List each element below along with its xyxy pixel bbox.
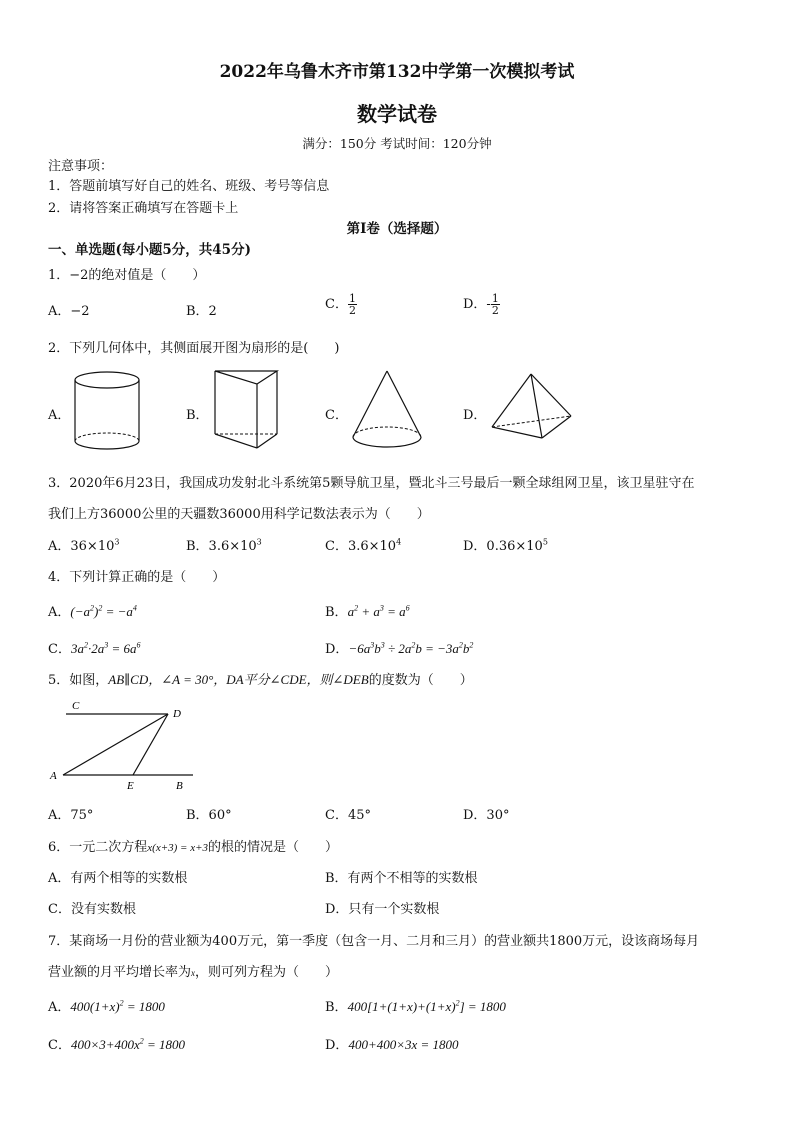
label-a: A (50, 770, 57, 782)
q7-a-exp: 2 (119, 998, 124, 1008)
question-6-stem (48, 836, 338, 855)
q4-a-math (70, 604, 137, 619)
q5-geometry-figure (48, 697, 208, 793)
q7-option-a (48, 996, 165, 1015)
pyramid-figure (488, 372, 576, 452)
q4-option-c (48, 638, 140, 657)
q3-c-exp: 4 (396, 537, 402, 547)
q2-option-a: A． (48, 408, 71, 423)
q7-option-d (325, 1034, 459, 1053)
q3-a-text: A．36×10 (48, 539, 115, 554)
q3-option-d (463, 535, 548, 554)
q7-b-rhs: ] = 1800 (459, 999, 506, 1014)
q3-c-text: C．3.6×10 (325, 539, 397, 554)
q4-d-e1: 3 (370, 640, 375, 650)
q7-c-expr: 400×3+400x (70, 1037, 140, 1052)
q1-c-denominator: 2 (348, 304, 356, 317)
q5-stem-math: AB∥CD，∠A = 30°，DA平分∠CDE，则∠DEB (108, 672, 369, 687)
q4-d-e2: 3 (380, 640, 385, 650)
q7-c-exp: 2 (139, 1036, 144, 1046)
q7-b-expr: 400[1+(1+x)+(1+x) (347, 999, 456, 1014)
q1-c-numerator: 1 (348, 292, 356, 305)
q4-option-a (48, 601, 137, 620)
q7-a-math (70, 999, 164, 1014)
q6-option-b: B．有两个不相等的实数根 (325, 871, 478, 886)
q5-option-a: A．75° (48, 808, 94, 823)
question-7-stem-line2 (48, 961, 338, 980)
q4-a-mid: ) (94, 604, 99, 619)
segment-de (133, 714, 168, 775)
q4-c-mid: ·2a (87, 641, 105, 656)
q1-option-a: A．−2 (48, 304, 90, 319)
q4-d-m4: b (462, 641, 470, 656)
cylinder-figure (70, 368, 145, 454)
part-title: 第I卷（选择题） (346, 221, 448, 237)
q4-d-m1: b (374, 641, 381, 656)
notes-heading: 注意事项： (48, 159, 114, 174)
q7-a-prefix: A． (48, 1000, 71, 1015)
q3-a-exp: 3 (114, 537, 120, 547)
q7-stem2-math: x (191, 968, 196, 978)
q7-c-prefix: C． (48, 1038, 71, 1053)
q7-a-expr: 400(1+x) (70, 999, 120, 1014)
q4-c-e1: 2 (83, 640, 88, 650)
q6-option-c: C．没有实数根 (48, 902, 136, 917)
q4-d-m3: b = −3a (415, 641, 459, 656)
q1-option-c-prefix: C． (325, 297, 348, 312)
q5-option-b: B．60° (186, 808, 232, 823)
question-1-stem: 1．−2的绝对值是（ ） (48, 268, 206, 283)
q6-stem-suffix: 的根的情况是（ ） (208, 840, 339, 855)
q7-c-rhs: = 1800 (143, 1037, 186, 1052)
q4-a-exp1: 2 (90, 603, 94, 613)
q1-option-d-fraction (491, 293, 500, 316)
q4-a-rhs: = −a (102, 604, 133, 619)
q6-option-d: D．只有一个实数根 (325, 902, 440, 917)
q3-b-exp: 3 (256, 537, 262, 547)
q4-a-prefix: A． (48, 605, 71, 620)
q1-d-numerator: 1 (491, 292, 499, 305)
q7-option-c (48, 1034, 185, 1053)
q4-c-prefix: C． (48, 642, 71, 657)
q4-d-e4: 2 (458, 640, 463, 650)
q5-option-d: D．30° (463, 808, 510, 823)
q1-d-denominator: 2 (491, 304, 499, 317)
cone-figure (350, 368, 430, 454)
exam-subject: 数学试卷 (357, 102, 437, 126)
question-3-stem-line1: 3．2020年6月23日，我国成功发射北斗系统第5颗导航卫星，暨北斗三号最后一颗全球组网卫星，该卫星驻守在 (48, 476, 695, 491)
q1-option-b: B．2 (186, 304, 217, 319)
q4-a-exp2: 2 (98, 603, 103, 613)
q4-option-b (325, 601, 410, 620)
q7-option-b (325, 996, 506, 1015)
q6-option-a: A．有两个相等的实数根 (48, 871, 188, 886)
q4-c-e2: 3 (104, 640, 109, 650)
q1-option-d-prefix: D．- (463, 297, 491, 312)
question-3-stem-line2: 我们上方36000公里的天疆数36000用科学记数法表示为（ ） (48, 507, 430, 522)
section-title: 一、单选题(每小题5分，共45分) (48, 242, 251, 258)
q5-stem-suffix: 的度数为（ ） (368, 673, 473, 688)
q7-c-math (71, 1037, 185, 1052)
q4-c-e3: 6 (136, 640, 141, 650)
q7-stem2-prefix: 营业额的月平均增长率为 (48, 965, 192, 980)
q1-option-d (463, 293, 500, 316)
q3-d-text: D．0.36×10 (463, 539, 543, 554)
label-e: E (127, 780, 134, 792)
q4-b-rhs: = a (383, 604, 406, 619)
q4-b-e1: 2 (354, 603, 359, 613)
q5-option-c: C．45° (325, 808, 371, 823)
q7-d-prefix: D． (325, 1038, 349, 1053)
q3-option-b (186, 535, 262, 554)
label-b: B (176, 780, 183, 792)
q5-stem-prefix: 5．如图， (48, 673, 109, 688)
q4-b-e2: 3 (379, 603, 384, 613)
q3-b-text: B．3.6×10 (186, 539, 257, 554)
q6-stem-prefix: 6．一元二次方程 (48, 840, 148, 855)
q2-option-b: B． (186, 408, 209, 423)
note-item-2: 2．请将答案正确填写在答题卡上 (48, 201, 239, 216)
q4-d-m2: ÷ 2a (384, 641, 412, 656)
q4-b-mid: + a (358, 604, 380, 619)
label-d: D (173, 708, 181, 720)
label-c: C (72, 700, 80, 712)
q6-stem-math: x(x+3) = x+3 (147, 842, 209, 854)
q4-d-math (348, 641, 473, 656)
q4-c-rhs: = 6a (108, 641, 137, 656)
q7-b-math (348, 999, 506, 1014)
q4-d-e5: 2 (469, 640, 474, 650)
question-5-stem (48, 669, 473, 688)
q4-b-math (348, 604, 410, 619)
prism-figure (210, 368, 290, 454)
q4-b-e3: 6 (405, 603, 410, 613)
q7-stem2-suffix: ，则可列方程为（ ） (195, 965, 339, 980)
q4-b-prefix: B． (325, 605, 348, 620)
q7-a-rhs: = 1800 (123, 999, 165, 1014)
q4-b-expr: a (347, 604, 355, 619)
q1-option-c (325, 293, 357, 316)
q2-option-d: D． (463, 408, 487, 423)
q4-a-expr: (−a (70, 604, 90, 619)
q4-a-exp3: 4 (132, 603, 137, 613)
q7-b-exp: 2 (455, 998, 460, 1008)
segment-ad (63, 714, 168, 775)
question-7-stem-line1: 7．某商场一月份的营业额为400万元，第一季度（包含一月、二月和三月）的营业额共1800万元，设该商场每月 (48, 934, 700, 949)
q4-d-expr: −6a (348, 641, 371, 656)
q2-option-c: C． (325, 408, 348, 423)
q4-c-math (71, 641, 141, 656)
note-item-1: 1．答题前填写好自己的姓名、班级、考号等信息 (48, 179, 330, 194)
q3-option-a (48, 535, 119, 554)
q7-b-prefix: B． (325, 1000, 348, 1015)
question-4-stem: 4．下列计算正确的是（ ） (48, 570, 226, 585)
exam-meta: 满分：150分 考试时间：120分钟 (302, 136, 492, 151)
q7-d-expr: 400+400×3x = 1800 (348, 1037, 459, 1052)
q4-c-expr: 3a (70, 641, 84, 656)
q4-d-prefix: D． (325, 642, 349, 657)
q3-d-exp: 5 (542, 537, 548, 547)
question-2-stem: 2．下列几何体中，其侧面展开图为扇形的是( ) (48, 341, 340, 356)
q4-d-e3: 2 (411, 640, 416, 650)
q1-option-c-fraction (348, 293, 357, 316)
q3-option-c (325, 535, 401, 554)
q4-option-d (325, 638, 473, 657)
exam-title: 2022年乌鲁木齐市第132中学第一次模拟考试 (219, 62, 575, 82)
